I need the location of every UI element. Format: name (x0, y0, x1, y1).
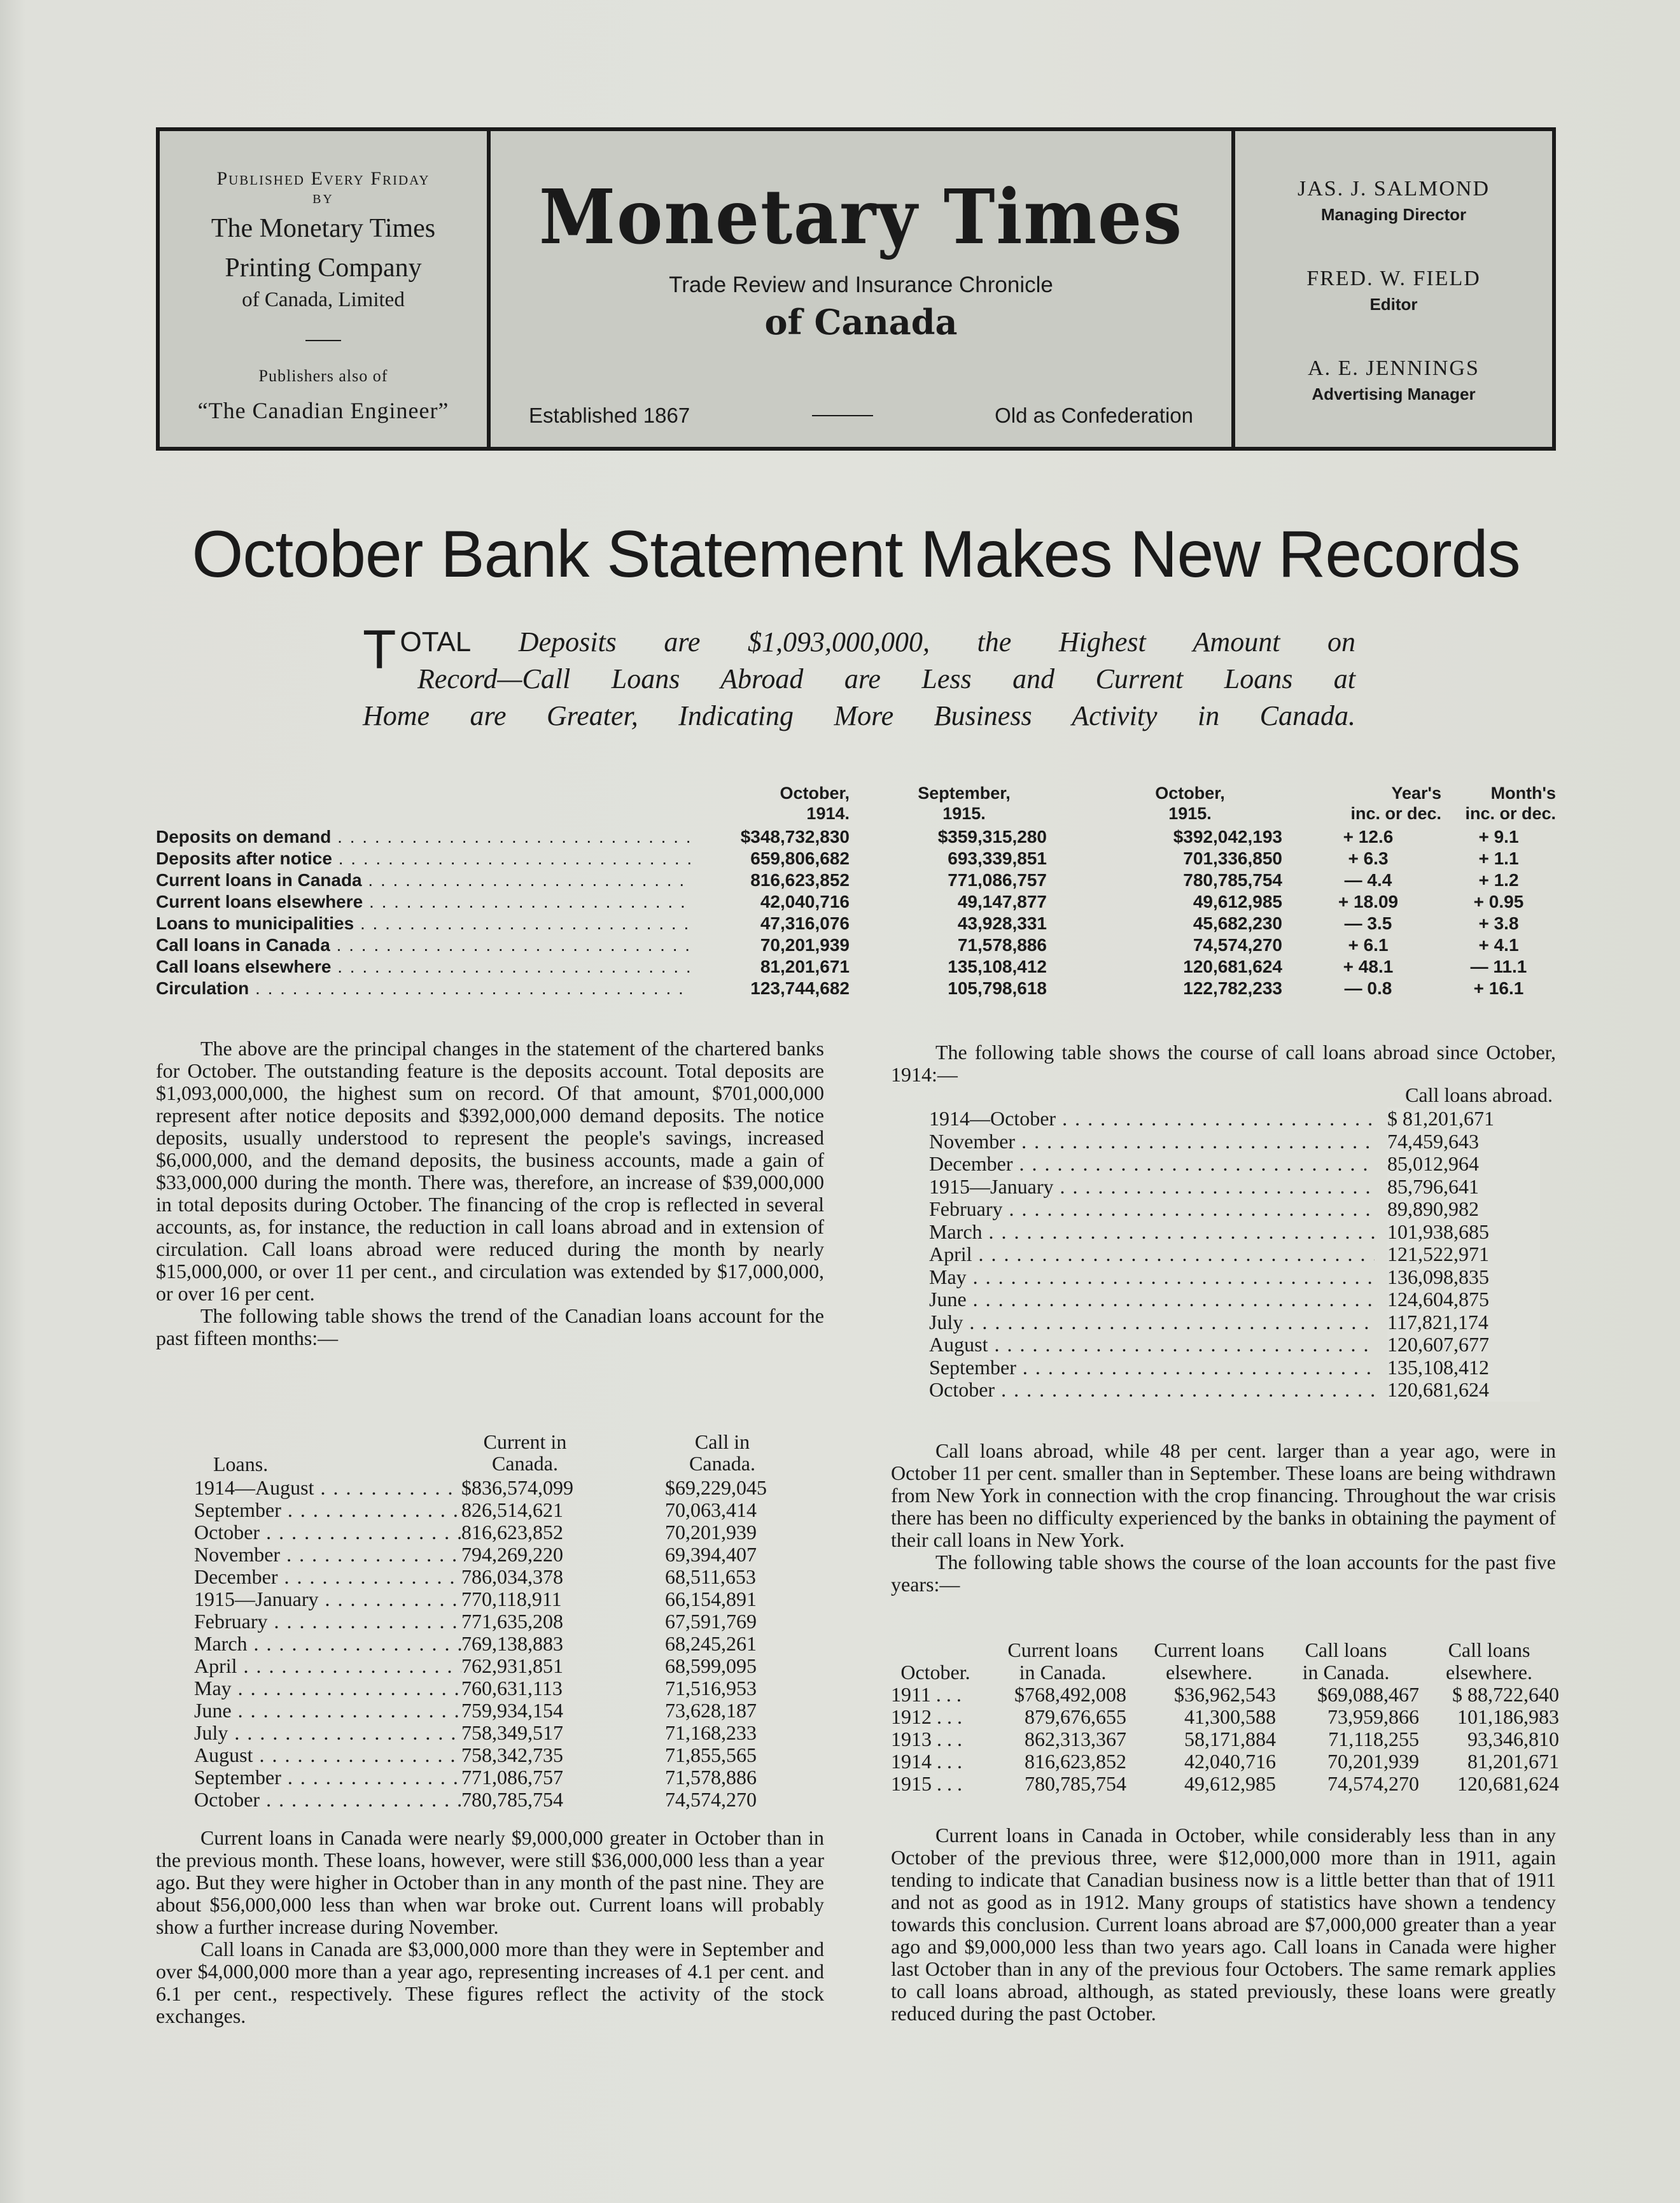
table-row (929, 1153, 1553, 1176)
table-body (156, 826, 1556, 999)
cell-year-change: + 6.1 (1348, 935, 1389, 955)
col-header-october: October. (900, 1661, 970, 1684)
by-label: BY (312, 192, 334, 206)
cell-current-loans: 826,514,621 (461, 1499, 576, 1521)
cell-call-loans-abroad: 124,604,875 (1387, 1288, 1540, 1311)
table-row (929, 1311, 1553, 1334)
cell-cur-can: 816,623,852 (1025, 1750, 1126, 1773)
call-loans-abroad-table (929, 1082, 1553, 1402)
cell-year: 1914 . . . (891, 1750, 962, 1773)
publishers-also-label: Publishers also of (258, 367, 388, 385)
paragraph: Current loans in Canada in October, while considerably less than in any October of the previous three, were $12,000,000 more than in 1911, again tending to indicate that Canadian business now is a little better than that of 1911 and not as good as in 1912. Many groups of statistics have shown a tendency towards this conclusion. Current loans abroad are $7,000,000 greater than a year ago and $9,000,000 less than two years ago. Call loans in Canada were higher last October than in any of the previous four Octobers. The same remark applies to call loans abroad, although, as stated previously, these loans were greatly reduced during the past October. (891, 1824, 1556, 2025)
table-row (929, 1221, 1553, 1244)
cell-call-loans-abroad: 121,522,971 (1387, 1243, 1540, 1266)
publisher-name-line2: Printing Company (225, 253, 422, 283)
cell-sep1915: $359,315,280 (937, 827, 1047, 847)
cell-call-else: $ 88,722,640 (1452, 1683, 1559, 1706)
cell-year: 1912 . . . (891, 1705, 962, 1728)
cell-current-loans: 762,931,851 (461, 1655, 576, 1677)
row-month: October . . . (194, 1521, 461, 1544)
publication-subtitle: Trade Review and Insurance Chronicle (669, 272, 1053, 297)
cell-oct1915: 74,574,270 (1193, 935, 1282, 955)
table-row (194, 1700, 792, 1722)
cell-month-change: + 9.1 (1478, 827, 1519, 847)
cell-current-loans: 759,934,154 (461, 1700, 576, 1722)
cell-sep1915: 693,339,851 (948, 848, 1047, 868)
cell-current-loans: 760,631,113 (461, 1677, 576, 1700)
row-month: 1914—October . . . (929, 1108, 1375, 1130)
table-header (194, 1431, 792, 1477)
table-row (156, 934, 1556, 956)
row-month: April . . . (929, 1243, 1375, 1266)
cell-year-change: + 6.3 (1348, 848, 1389, 868)
col-header-month-change: Month's inc. or dec. (1465, 784, 1556, 823)
staff-name: JAS. J. SALMOND (1297, 177, 1490, 201)
row-label: Loans to municipalities . . . (156, 913, 690, 934)
col-header-call-loans-abroad: Call loans abroad. (1405, 1083, 1553, 1106)
motto-label: Old as Confederation (995, 404, 1193, 427)
cell-cur-else: 58,171,884 (1184, 1728, 1276, 1750)
publisher-name-line1: The Monetary Times (211, 214, 436, 243)
cell-oct1914: 659,806,682 (750, 848, 850, 868)
cell-year: 1913 . . . (891, 1728, 962, 1750)
right-column-closing (891, 1824, 1556, 2025)
cell-oct1914: 123,744,682 (750, 978, 850, 998)
row-month: October . . . (194, 1789, 461, 1811)
row-month: February . . . (929, 1198, 1375, 1221)
right-column-middle (891, 1440, 1556, 1596)
deck-line1-text: Deposits are $1,093,000,000, the Highest Amount on (518, 626, 1356, 658)
publication-of-canada: of Canada (764, 302, 958, 342)
table-row (156, 848, 1556, 869)
drop-cap: T (363, 619, 396, 680)
table-row (194, 1766, 792, 1789)
table-row (929, 1266, 1553, 1289)
masthead-title-box (491, 131, 1235, 447)
cell-sep1915: 49,147,877 (957, 892, 1047, 911)
cell-year-change: — 0.8 (1344, 978, 1392, 998)
masthead-staff-box (1235, 131, 1552, 447)
table-body (891, 1684, 1559, 1795)
table-body (929, 1108, 1553, 1402)
cell-call-else: 120,681,624 (1457, 1772, 1559, 1795)
cell-call-loans-abroad: 135,108,412 (1387, 1356, 1540, 1379)
table-row (156, 956, 1556, 978)
row-month: November . . . (194, 1544, 461, 1566)
cell-call-loans-abroad: 85,012,964 (1387, 1153, 1540, 1176)
table-row (891, 1706, 1559, 1728)
cell-oct1914: $348,732,830 (740, 827, 850, 847)
staff-name: FRED. W. FIELD (1306, 267, 1481, 290)
masthead-publisher-box (160, 131, 491, 447)
table-row (194, 1588, 792, 1610)
table-header (891, 1639, 1559, 1684)
row-label: Deposits after notice . . . (156, 848, 690, 869)
table-row (929, 1108, 1553, 1130)
row-month: June . . . (194, 1700, 461, 1722)
article-headline: October Bank Statement Makes New Records (192, 517, 1520, 591)
cell-call-loans-abroad: 89,890,982 (1387, 1198, 1540, 1221)
row-month: March . . . (929, 1221, 1375, 1244)
cell-cur-else: $36,962,543 (1174, 1683, 1276, 1706)
cell-cur-can: 780,785,754 (1025, 1772, 1126, 1795)
deck-lead-word: OTAL (400, 626, 472, 658)
row-label: Current loans in Canada . . . (156, 869, 690, 891)
cell-call-loans-abroad: 85,796,641 (1387, 1176, 1540, 1199)
row-month: August . . . (194, 1744, 461, 1766)
cell-current-loans: 770,118,911 (461, 1588, 576, 1610)
table-row (156, 869, 1556, 891)
cell-call-can: 74,574,270 (1327, 1772, 1419, 1795)
table-row (929, 1130, 1553, 1153)
table-row (929, 1288, 1553, 1311)
table-row (194, 1566, 792, 1588)
cell-call-else: 101,186,983 (1457, 1705, 1559, 1728)
cell-year-change: + 18.09 (1338, 892, 1399, 911)
table-row (194, 1744, 792, 1766)
table-row (929, 1198, 1553, 1221)
cell-oct1915: 45,682,230 (1193, 913, 1282, 933)
cell-call-loans: 68,599,095 (665, 1654, 757, 1677)
cell-current-loans: 794,269,220 (461, 1544, 576, 1566)
table-row (929, 1176, 1553, 1199)
cell-current-loans: 816,623,852 (461, 1521, 576, 1544)
cell-call-loans: 71,168,233 (665, 1721, 757, 1744)
cell-sep1915: 105,798,618 (948, 978, 1047, 998)
cell-cur-can: 879,676,655 (1025, 1705, 1126, 1728)
row-month: September . . . (194, 1499, 461, 1521)
paragraph: Current loans in Canada were nearly $9,000,000 greater in October than in the previous month. These loans, however, were still $36,000,000 less than a year ago. But they were higher in October than in any month of the past nine. They are about $56,000,000 less than when war broke out. Current loans will probably show a further increase during November. (156, 1826, 824, 1938)
col-header-call: Call in Canada. (689, 1430, 755, 1475)
col-header-oct1915: October, 1915. (1155, 784, 1225, 823)
cell-month-change: + 1.1 (1478, 848, 1519, 868)
cell-year-change: — 3.5 (1344, 913, 1392, 933)
row-month: February . . . (194, 1610, 461, 1633)
right-column-intro (891, 1041, 1556, 1086)
table-row (929, 1334, 1553, 1356)
row-label: Call loans elsewhere . . . (156, 956, 690, 978)
row-month: September . . . (194, 1766, 461, 1789)
cell-call-else: 93,346,810 (1467, 1728, 1559, 1750)
cell-oct1915: 49,612,985 (1193, 892, 1282, 911)
cell-call-loans: 71,578,886 (665, 1766, 757, 1789)
cell-call-can: $69,088,467 (1317, 1683, 1419, 1706)
row-month: June . . . (929, 1288, 1375, 1311)
row-month: November . . . (929, 1130, 1375, 1153)
cell-month-change: + 16.1 (1473, 978, 1524, 998)
row-month: July . . . (194, 1722, 461, 1744)
cell-month-change: + 3.8 (1478, 913, 1519, 933)
row-label: Deposits on demand . . . (156, 826, 690, 848)
table-row (194, 1477, 792, 1499)
cell-call-loans: 68,511,653 (665, 1565, 756, 1588)
staff-role: Advertising Manager (1312, 384, 1476, 404)
table-row (929, 1243, 1553, 1266)
publication-title: Monetary Times (539, 172, 1183, 261)
table-row (194, 1544, 792, 1566)
cell-call-can: 73,959,866 (1327, 1705, 1419, 1728)
paragraph: The above are the principal changes in the statement of the chartered banks for October. The outstanding feature is the deposits account. Total deposits are $1,093,000,000, the highest sum on record. Of that amount, $701,000,000 represent after notice deposits and $392,000,000 demand deposits. The notice deposits, usually understood to represent the people's savings, increased $6,000,000, and the demand deposits, the business accounts, made a gain of $33,000,000 during the month. There was, therefore, an increase of $39,000,000 in total deposits during October. The financing of the crop is reflected in several accounts, as, for instance, the reduction in call loans abroad and in extension of circulation. Call loans abroad were reduced during the month by nearly $15,000,000, or over 11 per cent., and circulation was extended by $17,000,000, or over 16 per cent. (156, 1037, 824, 1305)
cell-call-loans: 73,628,187 (665, 1699, 757, 1722)
five-year-loans-table (891, 1639, 1559, 1795)
cell-call-loans-abroad: 136,098,835 (1387, 1266, 1540, 1289)
staff-name: A. E. JENNINGS (1308, 356, 1480, 380)
row-month: April . . . (194, 1655, 461, 1677)
cell-call-loans-abroad: 74,459,643 (1387, 1130, 1540, 1153)
row-label: Current loans elsewhere . . . (156, 891, 690, 913)
cell-current-loans: 786,034,378 (461, 1566, 576, 1588)
cell-month-change: — 11.1 (1470, 957, 1527, 976)
deck-line (363, 624, 1355, 661)
cell-sep1915: 135,108,412 (948, 957, 1047, 976)
row-month: August . . . (929, 1334, 1375, 1356)
cell-cur-else: 41,300,588 (1184, 1705, 1276, 1728)
row-month: December . . . (929, 1153, 1375, 1176)
col-header-sep1915: September, 1915. (918, 784, 1011, 823)
table-row (156, 891, 1556, 913)
table-row (156, 978, 1556, 999)
table-row (194, 1677, 792, 1700)
row-month: October . . . (929, 1379, 1375, 1402)
col-header-current-elsewhere: Current loans elsewhere. (1154, 1638, 1264, 1684)
staff-role: Managing Director (1320, 205, 1467, 224)
paragraph: The following table shows the trend of the Canadian loans account for the past fifteen months:— (156, 1304, 824, 1349)
cell-current-loans: 758,342,735 (461, 1744, 576, 1766)
table-row (194, 1655, 792, 1677)
row-month: 1915—January . . . (194, 1588, 461, 1610)
cell-oct1914: 81,201,671 (760, 957, 850, 976)
cell-call-loans: 71,855,565 (665, 1743, 757, 1766)
table-row (929, 1379, 1553, 1402)
cell-oct1915: 701,336,850 (1183, 848, 1282, 868)
cell-oct1914: 816,623,852 (750, 870, 850, 890)
paragraph: Call loans abroad, while 48 per cent. larger than a year ago, were in October 11 per cent. smaller than in September. These loans are being withdrawn from New York in connection with the crop financing. Throughout the war crisis there has been no difficulty experienced by the banks in obtaining the payment of their call loans in New York. (891, 1439, 1556, 1551)
cell-year: 1915 . . . (891, 1772, 962, 1795)
col-header-oct1914: October, 1914. (780, 784, 850, 823)
cell-current-loans: 758,349,517 (461, 1722, 576, 1744)
cell-call-loans: $69,229,045 (665, 1476, 767, 1499)
col-header-current-canada: Current loans in Canada. (1007, 1638, 1118, 1684)
cell-call-loans: 66,154,891 (665, 1587, 757, 1610)
paragraph: The following table shows the course of the loan accounts for the past five years:— (891, 1551, 1556, 1596)
table-row (156, 826, 1556, 848)
cell-call-loans: 71,516,953 (665, 1677, 757, 1700)
bank-statement-summary-table (156, 783, 1556, 999)
table-row (929, 1356, 1553, 1379)
table-row (891, 1773, 1559, 1795)
established-label: Established 1867 (529, 404, 690, 427)
row-month: December . . . (194, 1566, 461, 1588)
paragraph: The following table shows the course of call loans abroad since October, 1914:— (891, 1041, 1556, 1086)
row-month: 1914—August . . . (194, 1477, 461, 1499)
published-every-friday: Published Every Friday (216, 168, 430, 189)
cell-cur-else: 49,612,985 (1184, 1772, 1276, 1795)
row-label: Call loans in Canada . . . (156, 934, 690, 956)
col-header-current: Current in Canada. (483, 1430, 567, 1475)
row-month: September . . . (929, 1356, 1375, 1379)
cell-year-change: — 4.4 (1344, 870, 1392, 890)
cell-call-else: 81,201,671 (1467, 1750, 1559, 1773)
cell-call-loans-abroad: $ 81,201,671 (1387, 1108, 1540, 1130)
row-label: Circulation . . . (156, 978, 690, 999)
cell-call-loans: 69,394,407 (665, 1543, 757, 1566)
table-row (194, 1789, 792, 1811)
row-month: May . . . (929, 1266, 1375, 1289)
cell-oct1915: $392,042,193 (1173, 827, 1282, 847)
cell-sep1915: 43,928,331 (957, 913, 1047, 933)
cell-year-change: + 12.6 (1343, 827, 1394, 847)
table-row (194, 1610, 792, 1633)
divider (812, 415, 873, 416)
cell-month-change: + 1.2 (1478, 870, 1519, 890)
cell-sep1915: 771,086,757 (948, 870, 1047, 890)
cell-sep1915: 71,578,886 (957, 935, 1047, 955)
cell-year-change: + 48.1 (1343, 957, 1394, 976)
row-month: 1915—January . . . (929, 1176, 1375, 1199)
col-header-loans: Loans. (213, 1453, 269, 1475)
publisher-name-line3: of Canada, Limited (242, 288, 405, 311)
cell-oct1914: 70,201,939 (760, 935, 850, 955)
cell-month-change: + 4.1 (1478, 935, 1519, 955)
cell-oct1914: 47,316,076 (760, 913, 850, 933)
canadian-engineer-title: “The Canadian Engineer” (197, 398, 449, 423)
cell-cur-can: 862,313,367 (1025, 1728, 1126, 1750)
table-body (194, 1477, 792, 1811)
canadian-loans-table (194, 1431, 792, 1811)
cell-call-loans: 70,201,939 (665, 1521, 757, 1544)
article-deck (363, 619, 1356, 735)
table-row (194, 1633, 792, 1655)
cell-month-change: + 0.95 (1473, 892, 1524, 911)
left-column-intro (156, 1038, 824, 1349)
cell-call-loans: 70,063,414 (665, 1498, 757, 1521)
cell-call-can: 70,201,939 (1327, 1750, 1419, 1773)
col-header-year-change: Year's inc. or dec. (1350, 784, 1441, 823)
table-header (156, 783, 1556, 826)
left-column-closing (156, 1827, 824, 2027)
table-row (891, 1750, 1559, 1773)
cell-cur-can: $768,492,008 (1014, 1683, 1126, 1706)
deck-line: Home are Greater, Indicating More Business Activity in Canada. (363, 700, 1355, 731)
cell-call-loans: 74,574,270 (665, 1788, 757, 1811)
masthead (156, 127, 1556, 451)
cell-call-can: 71,118,255 (1328, 1728, 1419, 1750)
cell-call-loans-abroad: 120,681,624 (1387, 1379, 1540, 1402)
cell-year: 1911 . . . (891, 1683, 962, 1706)
table-row (891, 1684, 1559, 1706)
cell-oct1915: 120,681,624 (1183, 957, 1282, 976)
cell-current-loans: 769,138,883 (461, 1633, 576, 1655)
cell-oct1915: 122,782,233 (1183, 978, 1282, 998)
deck-line: Record—Call Loans Abroad are Less and Current Loans at (417, 663, 1355, 694)
cell-current-loans: 771,635,208 (461, 1610, 576, 1633)
cell-call-loans-abroad: 120,607,677 (1387, 1334, 1540, 1356)
row-month: May . . . (194, 1677, 461, 1700)
row-month: July . . . (929, 1311, 1375, 1334)
table-row (891, 1728, 1559, 1750)
cell-oct1915: 780,785,754 (1183, 870, 1282, 890)
cell-current-loans: $836,574,099 (461, 1477, 576, 1499)
cell-current-loans: 771,086,757 (461, 1766, 576, 1789)
staff-role: Editor (1369, 295, 1418, 314)
row-month: March . . . (194, 1633, 461, 1655)
cell-call-loans-abroad: 117,821,174 (1387, 1311, 1540, 1334)
table-row (156, 913, 1556, 934)
cell-call-loans: 68,245,261 (665, 1632, 757, 1655)
col-header-call-elsewhere: Call loans elsewhere. (1446, 1638, 1532, 1684)
cell-call-loans-abroad: 101,938,685 (1387, 1221, 1540, 1244)
table-row (194, 1521, 792, 1544)
masthead-footer (529, 404, 1193, 428)
table-row (194, 1499, 792, 1521)
divider (305, 340, 341, 341)
cell-call-loans: 67,591,769 (665, 1610, 757, 1633)
table-row (194, 1722, 792, 1744)
cell-oct1914: 42,040,716 (760, 892, 850, 911)
cell-cur-else: 42,040,716 (1184, 1750, 1276, 1773)
cell-current-loans: 780,785,754 (461, 1789, 576, 1811)
col-header-call-canada: Call loans in Canada. (1302, 1638, 1390, 1684)
paragraph: Call loans in Canada are $3,000,000 more than they were in September and over $4,000,000 more than a year ago, representing increases of 4.1 per cent. and 6.1 per cent., respectively. These figures reflect the activity of the stock exchanges. (156, 1938, 824, 2027)
